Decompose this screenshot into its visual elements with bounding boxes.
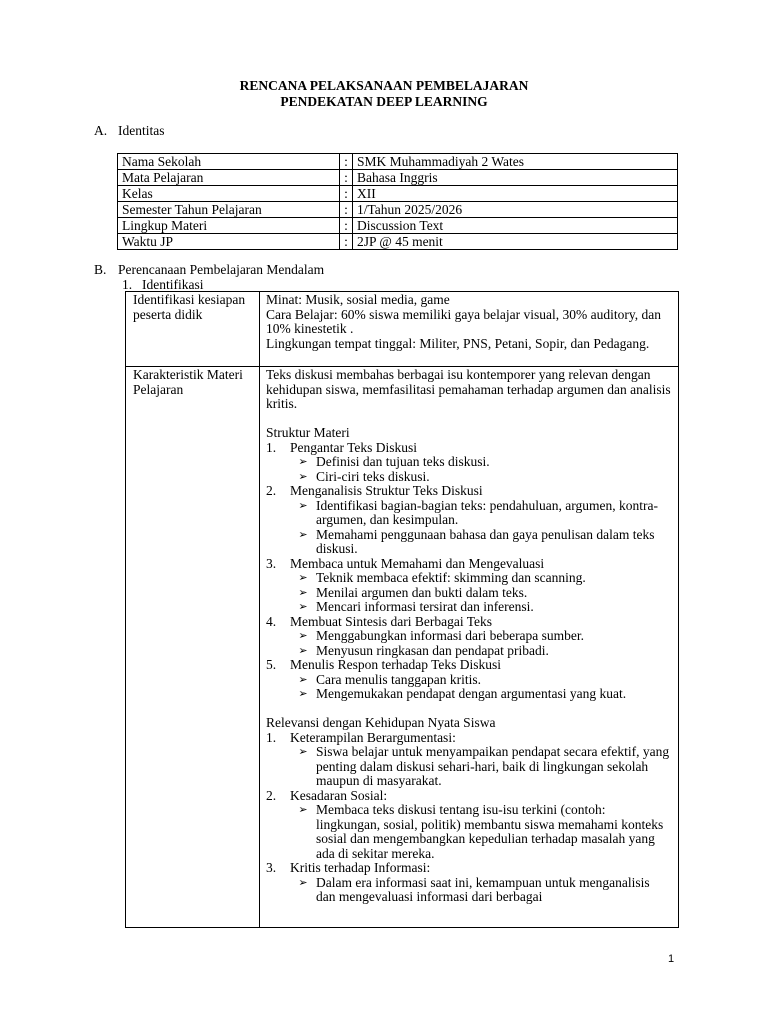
list-title: Pengantar Teks Diskusi	[290, 439, 418, 455]
subsection-label: Identifikasi	[142, 277, 204, 292]
identitas-separator: :	[340, 154, 353, 170]
list-number: 3.	[266, 860, 277, 875]
arrow-bullet-icon: ➢	[298, 586, 308, 599]
list-number: 3.	[266, 555, 277, 571]
list-item	[266, 861, 672, 876]
bullet-text: Mencari informasi tersirat dan inferensi.	[316, 599, 534, 614]
arrow-bullet-icon: ➢	[298, 630, 308, 642]
section-b-letter: B.	[94, 262, 107, 277]
list-item	[266, 687, 672, 702]
identitas-value: 1/Tahun 2025/2026	[353, 202, 678, 218]
list-item	[266, 658, 672, 673]
list-number: 4.	[266, 613, 277, 629]
list-title: Kesadaran Sosial:	[290, 787, 388, 803]
document-title-line2: PENDEKATAN DEEP LEARNING	[280, 94, 488, 109]
identitas-key: Waktu JP	[118, 234, 340, 250]
row-label-kesiapan: Identifikasi kesiapan peserta didik	[126, 292, 260, 367]
table-row	[118, 234, 678, 250]
list-number: 5.	[266, 657, 277, 672]
list-item	[266, 876, 672, 905]
lingkungan-text: Lingkungan tempat tinggal: Militer, PNS, Petani, Sopir, dan Pedagang.	[266, 335, 650, 351]
section-a-label: Identitas	[118, 123, 165, 138]
identitas-key: Nama Sekolah	[118, 154, 340, 170]
table-row	[118, 154, 678, 170]
section-b-label: Perencanaan Pembelajaran Mendalam	[118, 262, 325, 277]
materi-intro-text: Teks diskusi membahas berbagai isu kontemporer yang relevan dengan kehidupan siswa, memfasilitasi pemahaman terhadap argumen dan analisis kritis.	[266, 367, 671, 411]
section-a-heading	[94, 123, 165, 139]
arrow-bullet-icon: ➢	[298, 601, 308, 613]
list-title: Menganalisis Struktur Teks Diskusi	[290, 483, 483, 498]
identitas-separator: :	[340, 202, 353, 218]
table-row	[126, 367, 679, 928]
bullet-text: Dalam era informasi saat ini, kemampuan untuk menganalisis dan mengevaluasi informasi dari berbagai	[316, 874, 650, 904]
list-number: 1.	[266, 439, 277, 455]
list-number: 1.	[266, 729, 277, 745]
bullet-text: Menyusun ringkasan dan pendapat pribadi.	[316, 642, 549, 658]
arrow-bullet-icon: ➢	[298, 644, 308, 657]
identitas-separator: :	[340, 186, 353, 202]
cara-belajar-text: Cara Belajar: 60% siswa memiliki gaya belajar visual, 30% auditory, dan 10% kinestetik .	[266, 306, 662, 336]
table-row	[126, 292, 679, 367]
list-number: 2.	[266, 787, 277, 803]
list-item	[266, 803, 672, 861]
page-number: 1	[668, 953, 675, 965]
table-row	[118, 218, 678, 234]
minat-text: Minat: Musik, sosial media, game	[266, 292, 450, 307]
table-row	[118, 202, 678, 218]
arrow-bullet-icon: ➢	[298, 673, 308, 686]
arrow-bullet-icon: ➢	[298, 746, 308, 758]
list-item	[266, 586, 672, 601]
identitas-separator: :	[340, 218, 353, 234]
list-item	[266, 557, 672, 572]
list-title: Kritis terhadap Informasi:	[290, 860, 431, 875]
list-item	[266, 455, 672, 470]
list-item	[266, 441, 672, 456]
arrow-bullet-icon: ➢	[298, 470, 308, 483]
bullet-text: Cara menulis tanggapan kritis.	[316, 671, 481, 687]
arrow-bullet-icon: ➢	[298, 499, 308, 512]
bullet-text: Definisi dan tujuan teks diskusi.	[316, 454, 490, 469]
identitas-value: 2JP @ 45 menit	[353, 234, 678, 250]
arrow-bullet-icon: ➢	[298, 876, 308, 889]
arrow-bullet-icon: ➢	[298, 528, 308, 541]
struktur-heading: Struktur Materi	[266, 425, 350, 440]
table-row	[118, 186, 678, 202]
list-item	[266, 644, 672, 659]
list-item	[266, 673, 672, 688]
bullet-text: Ciri-ciri teks diskusi.	[316, 468, 430, 484]
list-item	[266, 470, 672, 485]
list-item	[266, 745, 672, 789]
section-a-letter: A.	[94, 123, 108, 138]
bullet-text: Mengemukakan pendapat dengan argumentasi yang kuat.	[316, 686, 627, 701]
list-title: Membaca untuk Memahami dan Mengevaluasi	[290, 555, 545, 571]
bullet-text: Memahami penggunaan bahasa dan gaya penulisan dalam teks diskusi.	[316, 526, 655, 556]
list-item	[266, 600, 672, 615]
identitas-key: Mata Pelajaran	[118, 170, 340, 186]
bullet-text: Teknik membaca efektif: skimming dan scanning.	[316, 570, 586, 585]
list-item	[266, 571, 672, 586]
arrow-bullet-icon: ➢	[298, 804, 308, 816]
bullet-text: Membaca teks diskusi tentang isu-isu terkini (contoh: lingkungan, sosial, politik) membantu siswa memahami konteks sosial dan mengembangkan kepedulian terhadap masalah yang ada di sekitar mereka.	[316, 802, 664, 861]
bullet-text: Menggabungkan informasi dari beberapa sumber.	[316, 628, 585, 643]
arrow-bullet-icon: ➢	[298, 572, 308, 584]
subsection-number: 1.	[122, 277, 133, 292]
bullet-text: Identifikasi bagian-bagian teks: pendahuluan, argumen, kontra-argumen, dan kesimpulan.	[316, 497, 659, 527]
identitas-table	[117, 153, 678, 250]
identitas-value: XII	[353, 186, 678, 202]
identitas-key: Kelas	[118, 186, 340, 202]
identitas-key: Lingkup Materi	[118, 218, 340, 234]
list-title: Membuat Sintesis dari Berbagai Teks	[290, 613, 493, 629]
list-title: Keterampilan Berargumentasi:	[290, 729, 456, 745]
list-item	[266, 629, 672, 644]
table-row	[118, 170, 678, 186]
relevansi-heading: Relevansi dengan Kehidupan Nyata Siswa	[266, 715, 496, 730]
list-item	[266, 731, 672, 746]
karakteristik-content	[260, 367, 679, 928]
identifikasi-table	[125, 291, 679, 928]
identitas-value: SMK Muhammadiyah 2 Wates	[353, 154, 678, 170]
bullet-text: Menilai argumen dan bukti dalam teks.	[316, 584, 528, 600]
kesiapan-content	[260, 292, 679, 367]
document-title-line1: RENCANA PELAKSANAAN PEMBELAJARAN	[239, 78, 529, 93]
bullet-text: Siswa belajar untuk menyampaikan pendapat secara efektif, yang penting dalam diskusi sehari-hari, baik di lingkungan sekolah maupun di masyarakat.	[316, 744, 670, 788]
list-item	[266, 789, 672, 804]
list-title: Menulis Respon terhadap Teks Diskusi	[290, 657, 502, 672]
identitas-separator: :	[340, 170, 353, 186]
arrow-bullet-icon: ➢	[298, 688, 308, 700]
identitas-key: Semester Tahun Pelajaran	[118, 202, 340, 218]
list-number: 2.	[266, 483, 277, 498]
identitas-separator: :	[340, 234, 353, 250]
list-item	[266, 615, 672, 630]
row-label-karakteristik: Karakteristik Materi Pelajaran	[126, 367, 260, 928]
identitas-value: Bahasa Inggris	[353, 170, 678, 186]
identitas-value: Discussion Text	[353, 218, 678, 234]
section-b-heading	[94, 262, 324, 278]
list-item	[266, 499, 672, 528]
arrow-bullet-icon: ➢	[298, 456, 308, 468]
list-item	[266, 528, 672, 557]
list-item	[266, 484, 672, 499]
